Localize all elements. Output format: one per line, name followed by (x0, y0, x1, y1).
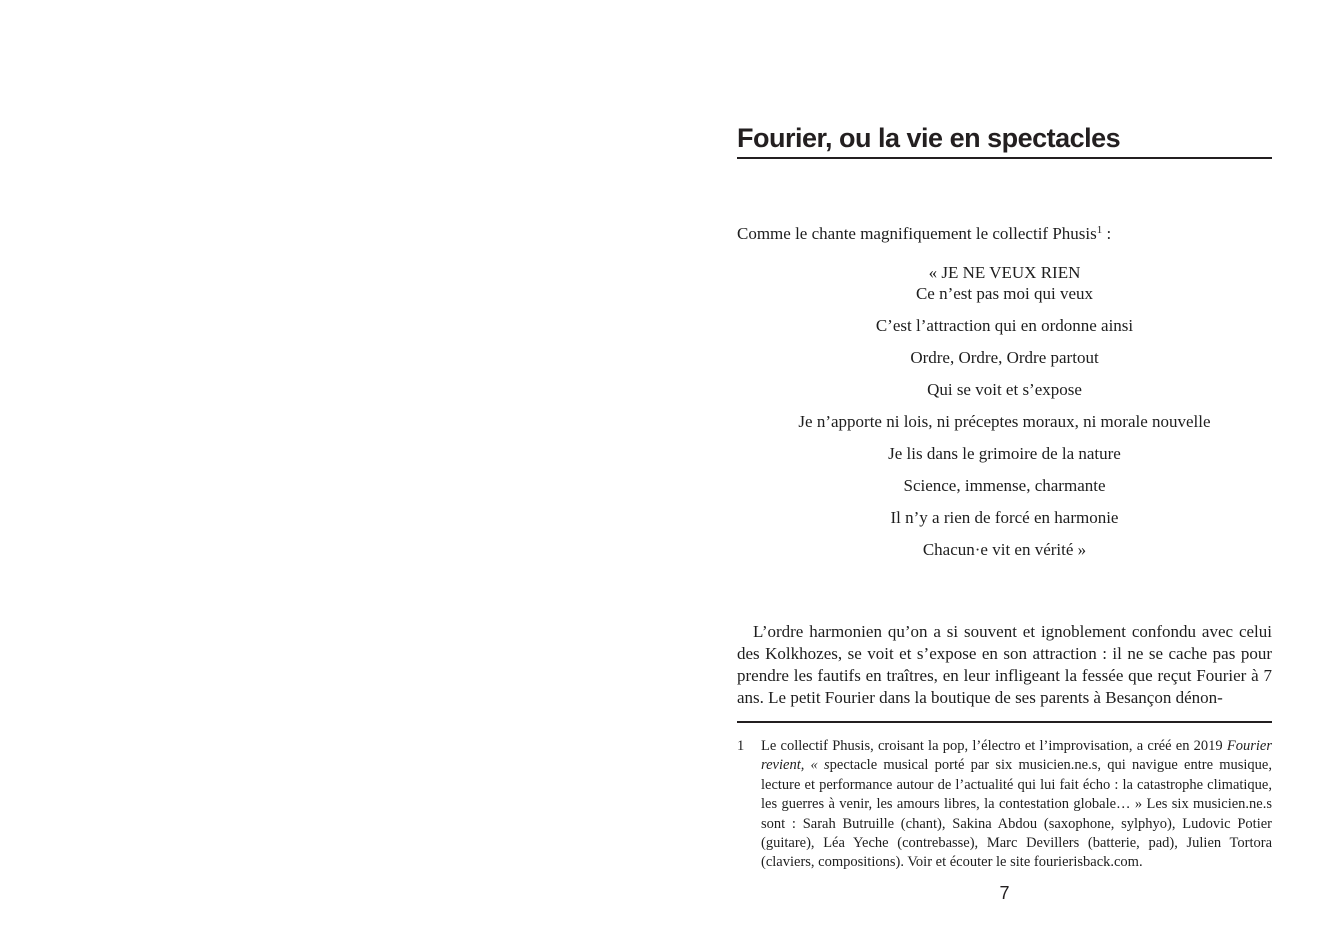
text-column (737, 0, 1272, 904)
footnote-number: 1 (737, 738, 745, 754)
poem-line: Chacun·e vit en vérité » (922, 540, 1087, 559)
footnote-text-end: pectacle musical porté par six musicien.ne.s, qui navigue entre musique, lecture et performance autour de l’actualité qui lui fait écho : la catastrophe climatique, les guerres à venir, les amours libres, la contestation globale… » Les six musicien.ne.s sont : Sarah Butruille (chant), Sakina Abdou (saxophone, sylphyo), Ludovic Potier (guitare), Léa Yeche (contrebasse), Marc Devillers (batterie, pad), Julien Tortora (claviers, compositions). Voir et écouter le site fourierisback.com. (761, 757, 1272, 871)
footnote-italic-title: Fourier revient, « s (761, 738, 1272, 774)
poem-line: Qui se voit et s’expose (927, 380, 1082, 399)
footnote (737, 737, 1272, 873)
poem-line: « JE NE VEUX RIEN (928, 263, 1081, 282)
poem-line: Science, immense, charmante (903, 476, 1106, 495)
footnote-text-start: Le collectif Phusis, croisant la pop, l’électro et l’improvisation, a créé en 2019 (761, 738, 1227, 754)
poem-line: Ce n’est pas moi qui veux (915, 284, 1094, 303)
footnote-section (737, 721, 1272, 873)
poem-line: Ordre, Ordre, Ordre partout (910, 348, 1099, 367)
intro-line (737, 223, 1272, 245)
poem-line: C’est l’attraction qui en ordonne ainsi (875, 316, 1134, 335)
chapter-title: Fourier, ou la vie en spectacles (737, 122, 1272, 159)
poem-line: Je lis dans le grimoire de la nature (888, 444, 1121, 463)
intro-text: Comme le chante magnifiquement le collectif Phusis (737, 224, 1097, 243)
footnote-reference: 1 (1096, 224, 1103, 236)
poem-quote (737, 262, 1272, 560)
page-number: 7 (999, 882, 1010, 903)
poem-line: Il n’y a rien de forcé en harmonie (890, 508, 1119, 527)
intro-tail: : (1102, 224, 1112, 243)
poem-line: Je n’apporte ni lois, ni préceptes moraux, ni morale nouvelle (798, 412, 1211, 431)
body-paragraph: L’ordre harmonien qu’on a si souvent et ignoblement confondu avec celui des Kolkhozes, se voit et s’expose en son attraction : il ne se cache pas pour prendre les fautifs en traîtres, en leur infligeant la fessée que reçut Fourier à 7 ans. Le petit Fourier dans la boutique de ses parents à Besançon dénon- (737, 622, 1272, 707)
